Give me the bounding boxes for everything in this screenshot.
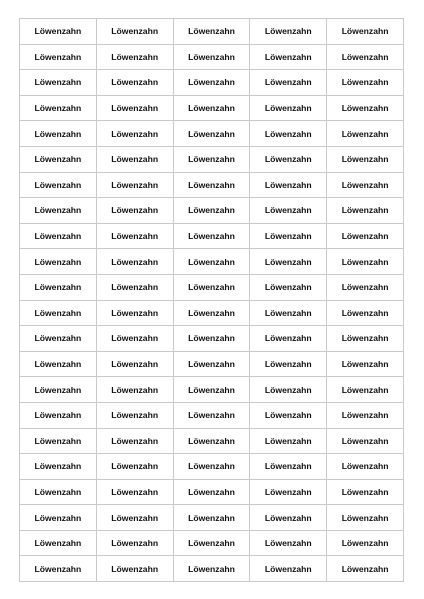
label-cell: Löwenzahn (173, 351, 250, 377)
label-cell: Löwenzahn (96, 19, 173, 45)
label-row (20, 44, 404, 70)
label-cell: Löwenzahn (250, 198, 327, 224)
label-cell: Löwenzahn (20, 505, 97, 531)
label-row (20, 274, 404, 300)
label-cell: Löwenzahn (250, 402, 327, 428)
label-row (20, 146, 404, 172)
label-cell: Löwenzahn (250, 479, 327, 505)
label-cell: Löwenzahn (327, 146, 404, 172)
label-grid (19, 18, 404, 582)
label-cell: Löwenzahn (20, 326, 97, 352)
label-cell: Löwenzahn (173, 19, 250, 45)
label-cell: Löwenzahn (250, 146, 327, 172)
label-cell: Löwenzahn (327, 377, 404, 403)
label-cell: Löwenzahn (96, 274, 173, 300)
label-cell: Löwenzahn (250, 121, 327, 147)
label-cell: Löwenzahn (327, 121, 404, 147)
label-cell: Löwenzahn (250, 556, 327, 582)
label-row (20, 19, 404, 45)
label-row (20, 556, 404, 582)
label-row (20, 377, 404, 403)
label-cell: Löwenzahn (173, 95, 250, 121)
label-cell: Löwenzahn (96, 351, 173, 377)
label-cell: Löwenzahn (20, 402, 97, 428)
label-grid-body (20, 19, 404, 582)
label-row (20, 223, 404, 249)
label-cell: Löwenzahn (173, 198, 250, 224)
label-cell: Löwenzahn (20, 95, 97, 121)
label-row (20, 505, 404, 531)
label-cell: Löwenzahn (173, 377, 250, 403)
label-cell: Löwenzahn (173, 402, 250, 428)
label-cell: Löwenzahn (327, 454, 404, 480)
label-cell: Löwenzahn (96, 326, 173, 352)
label-cell: Löwenzahn (96, 95, 173, 121)
label-cell: Löwenzahn (96, 402, 173, 428)
label-cell: Löwenzahn (173, 44, 250, 70)
label-cell: Löwenzahn (96, 70, 173, 96)
label-cell: Löwenzahn (96, 198, 173, 224)
label-row (20, 95, 404, 121)
label-cell: Löwenzahn (250, 274, 327, 300)
label-row (20, 70, 404, 96)
label-cell: Löwenzahn (250, 505, 327, 531)
label-cell: Löwenzahn (327, 95, 404, 121)
label-cell: Löwenzahn (250, 172, 327, 198)
label-cell: Löwenzahn (20, 274, 97, 300)
label-cell: Löwenzahn (96, 505, 173, 531)
label-cell: Löwenzahn (96, 146, 173, 172)
label-cell: Löwenzahn (173, 70, 250, 96)
label-cell: Löwenzahn (20, 479, 97, 505)
label-cell: Löwenzahn (20, 351, 97, 377)
label-cell: Löwenzahn (20, 556, 97, 582)
label-cell: Löwenzahn (173, 505, 250, 531)
label-row (20, 402, 404, 428)
label-cell: Löwenzahn (173, 479, 250, 505)
label-cell: Löwenzahn (327, 351, 404, 377)
label-cell: Löwenzahn (20, 300, 97, 326)
label-cell: Löwenzahn (20, 428, 97, 454)
label-cell: Löwenzahn (327, 300, 404, 326)
label-cell: Löwenzahn (96, 479, 173, 505)
label-cell: Löwenzahn (327, 479, 404, 505)
label-cell: Löwenzahn (327, 274, 404, 300)
label-row (20, 351, 404, 377)
label-cell: Löwenzahn (327, 172, 404, 198)
label-cell: Löwenzahn (173, 172, 250, 198)
label-cell: Löwenzahn (96, 377, 173, 403)
label-cell: Löwenzahn (173, 121, 250, 147)
label-row (20, 326, 404, 352)
label-cell: Löwenzahn (173, 146, 250, 172)
label-cell: Löwenzahn (327, 326, 404, 352)
label-cell: Löwenzahn (20, 377, 97, 403)
label-cell: Löwenzahn (20, 44, 97, 70)
label-cell: Löwenzahn (250, 44, 327, 70)
label-row (20, 479, 404, 505)
label-cell: Löwenzahn (250, 249, 327, 275)
label-cell: Löwenzahn (327, 530, 404, 556)
label-cell: Löwenzahn (96, 300, 173, 326)
label-cell: Löwenzahn (20, 121, 97, 147)
label-cell: Löwenzahn (173, 300, 250, 326)
label-row (20, 172, 404, 198)
label-cell: Löwenzahn (250, 95, 327, 121)
label-row (20, 530, 404, 556)
label-cell: Löwenzahn (327, 249, 404, 275)
label-cell: Löwenzahn (173, 454, 250, 480)
label-cell: Löwenzahn (173, 428, 250, 454)
label-cell: Löwenzahn (20, 530, 97, 556)
label-cell: Löwenzahn (20, 223, 97, 249)
label-cell: Löwenzahn (250, 223, 327, 249)
label-cell: Löwenzahn (96, 428, 173, 454)
label-cell: Löwenzahn (327, 556, 404, 582)
label-cell: Löwenzahn (327, 70, 404, 96)
label-row (20, 428, 404, 454)
label-cell: Löwenzahn (250, 351, 327, 377)
label-cell: Löwenzahn (96, 556, 173, 582)
label-cell: Löwenzahn (250, 530, 327, 556)
label-cell: Löwenzahn (20, 454, 97, 480)
label-cell: Löwenzahn (20, 249, 97, 275)
label-cell: Löwenzahn (250, 326, 327, 352)
label-cell: Löwenzahn (96, 454, 173, 480)
label-cell: Löwenzahn (250, 19, 327, 45)
label-cell: Löwenzahn (327, 223, 404, 249)
label-cell: Löwenzahn (20, 198, 97, 224)
label-cell: Löwenzahn (327, 505, 404, 531)
label-row (20, 454, 404, 480)
label-cell: Löwenzahn (173, 249, 250, 275)
label-cell: Löwenzahn (20, 70, 97, 96)
label-row (20, 198, 404, 224)
label-cell: Löwenzahn (327, 198, 404, 224)
label-cell: Löwenzahn (173, 274, 250, 300)
label-cell: Löwenzahn (96, 172, 173, 198)
label-cell: Löwenzahn (250, 70, 327, 96)
label-cell: Löwenzahn (20, 19, 97, 45)
label-row (20, 121, 404, 147)
label-cell: Löwenzahn (96, 530, 173, 556)
label-cell: Löwenzahn (173, 223, 250, 249)
label-cell: Löwenzahn (20, 172, 97, 198)
label-cell: Löwenzahn (250, 428, 327, 454)
label-cell: Löwenzahn (96, 249, 173, 275)
label-cell: Löwenzahn (96, 223, 173, 249)
label-row (20, 249, 404, 275)
label-cell: Löwenzahn (96, 44, 173, 70)
label-cell: Löwenzahn (20, 146, 97, 172)
label-cell: Löwenzahn (173, 326, 250, 352)
label-cell: Löwenzahn (327, 428, 404, 454)
label-cell: Löwenzahn (327, 19, 404, 45)
label-cell: Löwenzahn (327, 44, 404, 70)
label-row (20, 300, 404, 326)
label-cell: Löwenzahn (173, 530, 250, 556)
label-cell: Löwenzahn (250, 454, 327, 480)
label-cell: Löwenzahn (250, 377, 327, 403)
label-cell: Löwenzahn (250, 300, 327, 326)
label-cell: Löwenzahn (173, 556, 250, 582)
label-cell: Löwenzahn (327, 402, 404, 428)
label-cell: Löwenzahn (96, 121, 173, 147)
